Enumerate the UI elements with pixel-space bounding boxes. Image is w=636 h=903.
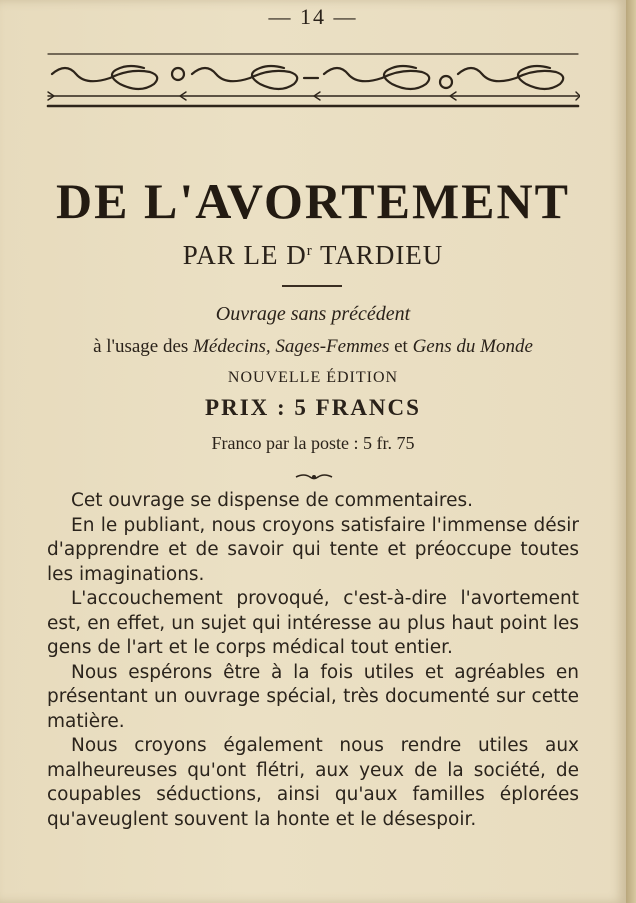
subtitle: Ouvrage sans précédent xyxy=(215,303,411,325)
decorative-header-ornament-icon xyxy=(46,44,580,116)
audience-line xyxy=(0,336,626,358)
fleuron-ornament-icon xyxy=(294,472,334,482)
audience-sages-femmes: Sages-Femmes xyxy=(275,336,390,357)
divider-rule xyxy=(282,285,342,287)
paragraph: L'accouchement provoqué, c'est-à-dire l'avortement est, en effet, un sujet qui intéresse au plus haut point les gens de l'art et le corps médical tout entier. xyxy=(47,588,579,658)
page-number: — 14 — xyxy=(268,4,358,29)
audience-prefix: à l'usage des xyxy=(93,336,194,357)
paragraph: Cet ouvrage se dispense de commentaires. xyxy=(71,490,474,511)
author-prefix: PAR LE D xyxy=(182,240,307,270)
author-line xyxy=(0,240,626,271)
adjacent-page-edge xyxy=(626,0,636,903)
body-text xyxy=(47,489,579,832)
paragraph: En le publiant, nous croyons satisfaire l'immense désir d'apprendre et de savoir qui tente et préoccupe toutes les imaginations. xyxy=(47,514,579,585)
audience-and: et xyxy=(389,336,413,357)
audience-gens-du-monde: Gens du Monde xyxy=(412,336,533,357)
paragraph: Nous espérons être à la fois utiles et agréables en présentant un ouvrage spécial, très documenté sur cette matière. xyxy=(47,661,579,732)
author-title-superscript: r xyxy=(306,243,313,259)
postage-price: Franco par la poste : 5 fr. 75 xyxy=(211,433,415,453)
audience-medecins: Médecins, xyxy=(193,336,271,357)
author-name: TARDIEU xyxy=(312,240,444,270)
paragraph: Nous croyons également nous rendre utiles aux malheureuses qu'ont flétri, aux yeux de la société, de coupables séductions, ainsi qu'aux familles éplorées qu'aveuglent souvent la honte et le désespoir. xyxy=(47,735,579,830)
book-title: DE L'AVORTEMENT xyxy=(56,173,570,229)
price-label: PRIX : 5 FRANCS xyxy=(205,395,421,420)
edition-label: NOUVELLE ÉDITION xyxy=(227,369,399,386)
